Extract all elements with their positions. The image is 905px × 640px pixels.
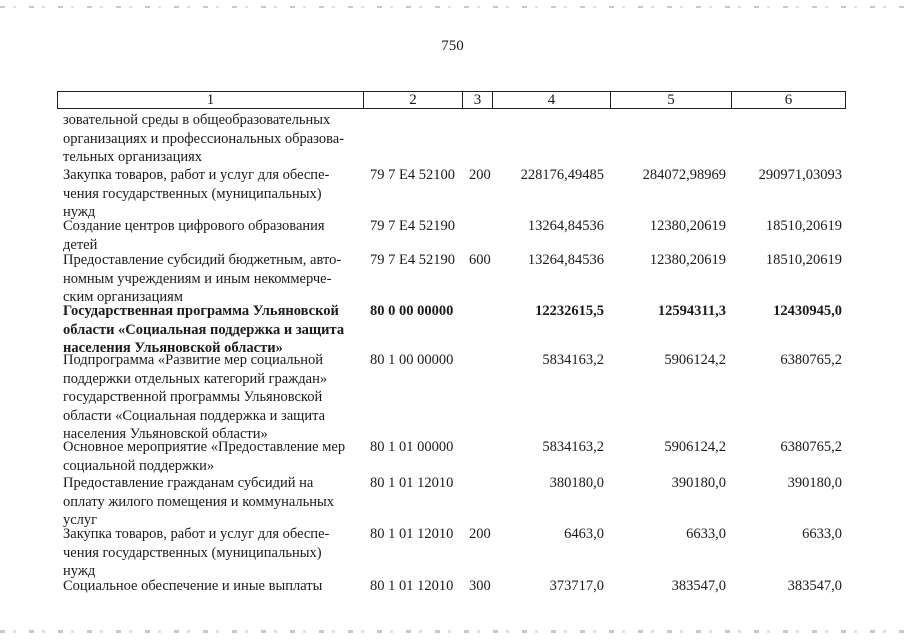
value-col-4: 5834163,2 xyxy=(542,352,604,368)
page-number: 750 xyxy=(441,38,464,54)
target-code: 80 1 01 12010 xyxy=(370,526,454,542)
value-col-6: 383547,0 xyxy=(787,578,842,594)
value-col-6: 18510,20619 xyxy=(765,252,842,268)
item-name: Создание центров цифрового образования детей xyxy=(63,218,325,253)
value-col-5: 12380,20619 xyxy=(649,218,726,234)
header-col-4: 4 xyxy=(493,92,611,108)
expense-type: 300 xyxy=(469,578,491,594)
target-code: 80 0 00 00000 xyxy=(370,303,454,319)
item-name: зовательной среды в общеобразовательных организациях и профессиональных образова- тельных организациях xyxy=(63,112,345,165)
item-name: Социальное обеспечение и иные выплаты xyxy=(63,578,323,594)
scan-edge-top xyxy=(0,6,905,8)
value-col-6: 390180,0 xyxy=(787,475,842,491)
value-col-4: 13264,84536 xyxy=(527,218,604,234)
item-name: Предоставление субсидий бюджетным, авто- номным учреждениям и иным некоммерче- ским организациям xyxy=(63,252,342,305)
value-col-4: 6463,0 xyxy=(564,526,604,542)
target-code: 80 1 01 00000 xyxy=(370,439,454,455)
header-col-2: 2 xyxy=(364,92,463,108)
item-name: Закупка товаров, работ и услуг для обеспе- чения государственных (муниципальных) нужд xyxy=(63,167,330,220)
header-col-3: 3 xyxy=(463,92,493,108)
value-col-5: 284072,98969 xyxy=(642,167,726,183)
expense-type: 200 xyxy=(469,526,491,542)
value-col-5: 390180,0 xyxy=(671,475,726,491)
header-col-1: 1 xyxy=(58,92,364,108)
value-col-5: 383547,0 xyxy=(671,578,726,594)
value-col-5: 6633,0 xyxy=(686,526,726,542)
value-col-4: 12232615,5 xyxy=(535,303,604,319)
target-code: 80 1 01 12010 xyxy=(370,475,454,491)
value-col-4: 5834163,2 xyxy=(542,439,604,455)
expense-type: 600 xyxy=(469,252,491,268)
item-name: Закупка товаров, работ и услуг для обеспе- чения государственных (муниципальных) нужд xyxy=(63,526,330,579)
target-code: 80 1 01 12010 xyxy=(370,578,454,594)
value-col-6: 290971,03093 xyxy=(758,167,842,183)
value-col-5: 5906124,2 xyxy=(664,352,726,368)
item-name: Подпрограмма «Развитие мер социальной поддержки отдельных категорий граждан» государственной программы Ульяновской области «Социальная поддержка и защита населения Ульяновской области» xyxy=(63,352,328,442)
value-col-6: 6633,0 xyxy=(802,526,842,542)
value-col-5: 5906124,2 xyxy=(664,439,726,455)
value-col-4: 13264,84536 xyxy=(527,252,604,268)
item-name: Предоставление гражданам субсидий на оплату жилого помещения и коммунальных услуг xyxy=(63,475,335,528)
expense-type: 200 xyxy=(469,167,491,183)
header-col-5: 5 xyxy=(611,92,732,108)
target-code: 79 7 E4 52190 xyxy=(370,218,455,234)
value-col-4: 380180,0 xyxy=(549,475,604,491)
value-col-6: 6380765,2 xyxy=(780,439,842,455)
value-col-5: 12380,20619 xyxy=(649,252,726,268)
target-code: 79 7 E4 52190 xyxy=(370,252,455,268)
value-col-5: 12594311,3 xyxy=(657,303,726,319)
target-code: 79 7 E4 52100 xyxy=(370,167,455,183)
value-col-6: 12430945,0 xyxy=(773,303,842,319)
value-col-6: 18510,20619 xyxy=(765,218,842,234)
value-col-6: 6380765,2 xyxy=(780,352,842,368)
value-col-4: 373717,0 xyxy=(549,578,604,594)
target-code: 80 1 00 00000 xyxy=(370,352,454,368)
table-header xyxy=(57,91,846,109)
item-name: Основное мероприятие «Предоставление мер социальной поддержки» xyxy=(63,439,346,474)
scan-edge-bottom xyxy=(0,630,905,633)
item-name: Государственная программа Ульяновской области «Социальная поддержка и защита населения Ульяновской области» xyxy=(63,303,345,356)
header-col-6: 6 xyxy=(784,92,793,108)
value-col-4: 228176,49485 xyxy=(520,167,604,183)
